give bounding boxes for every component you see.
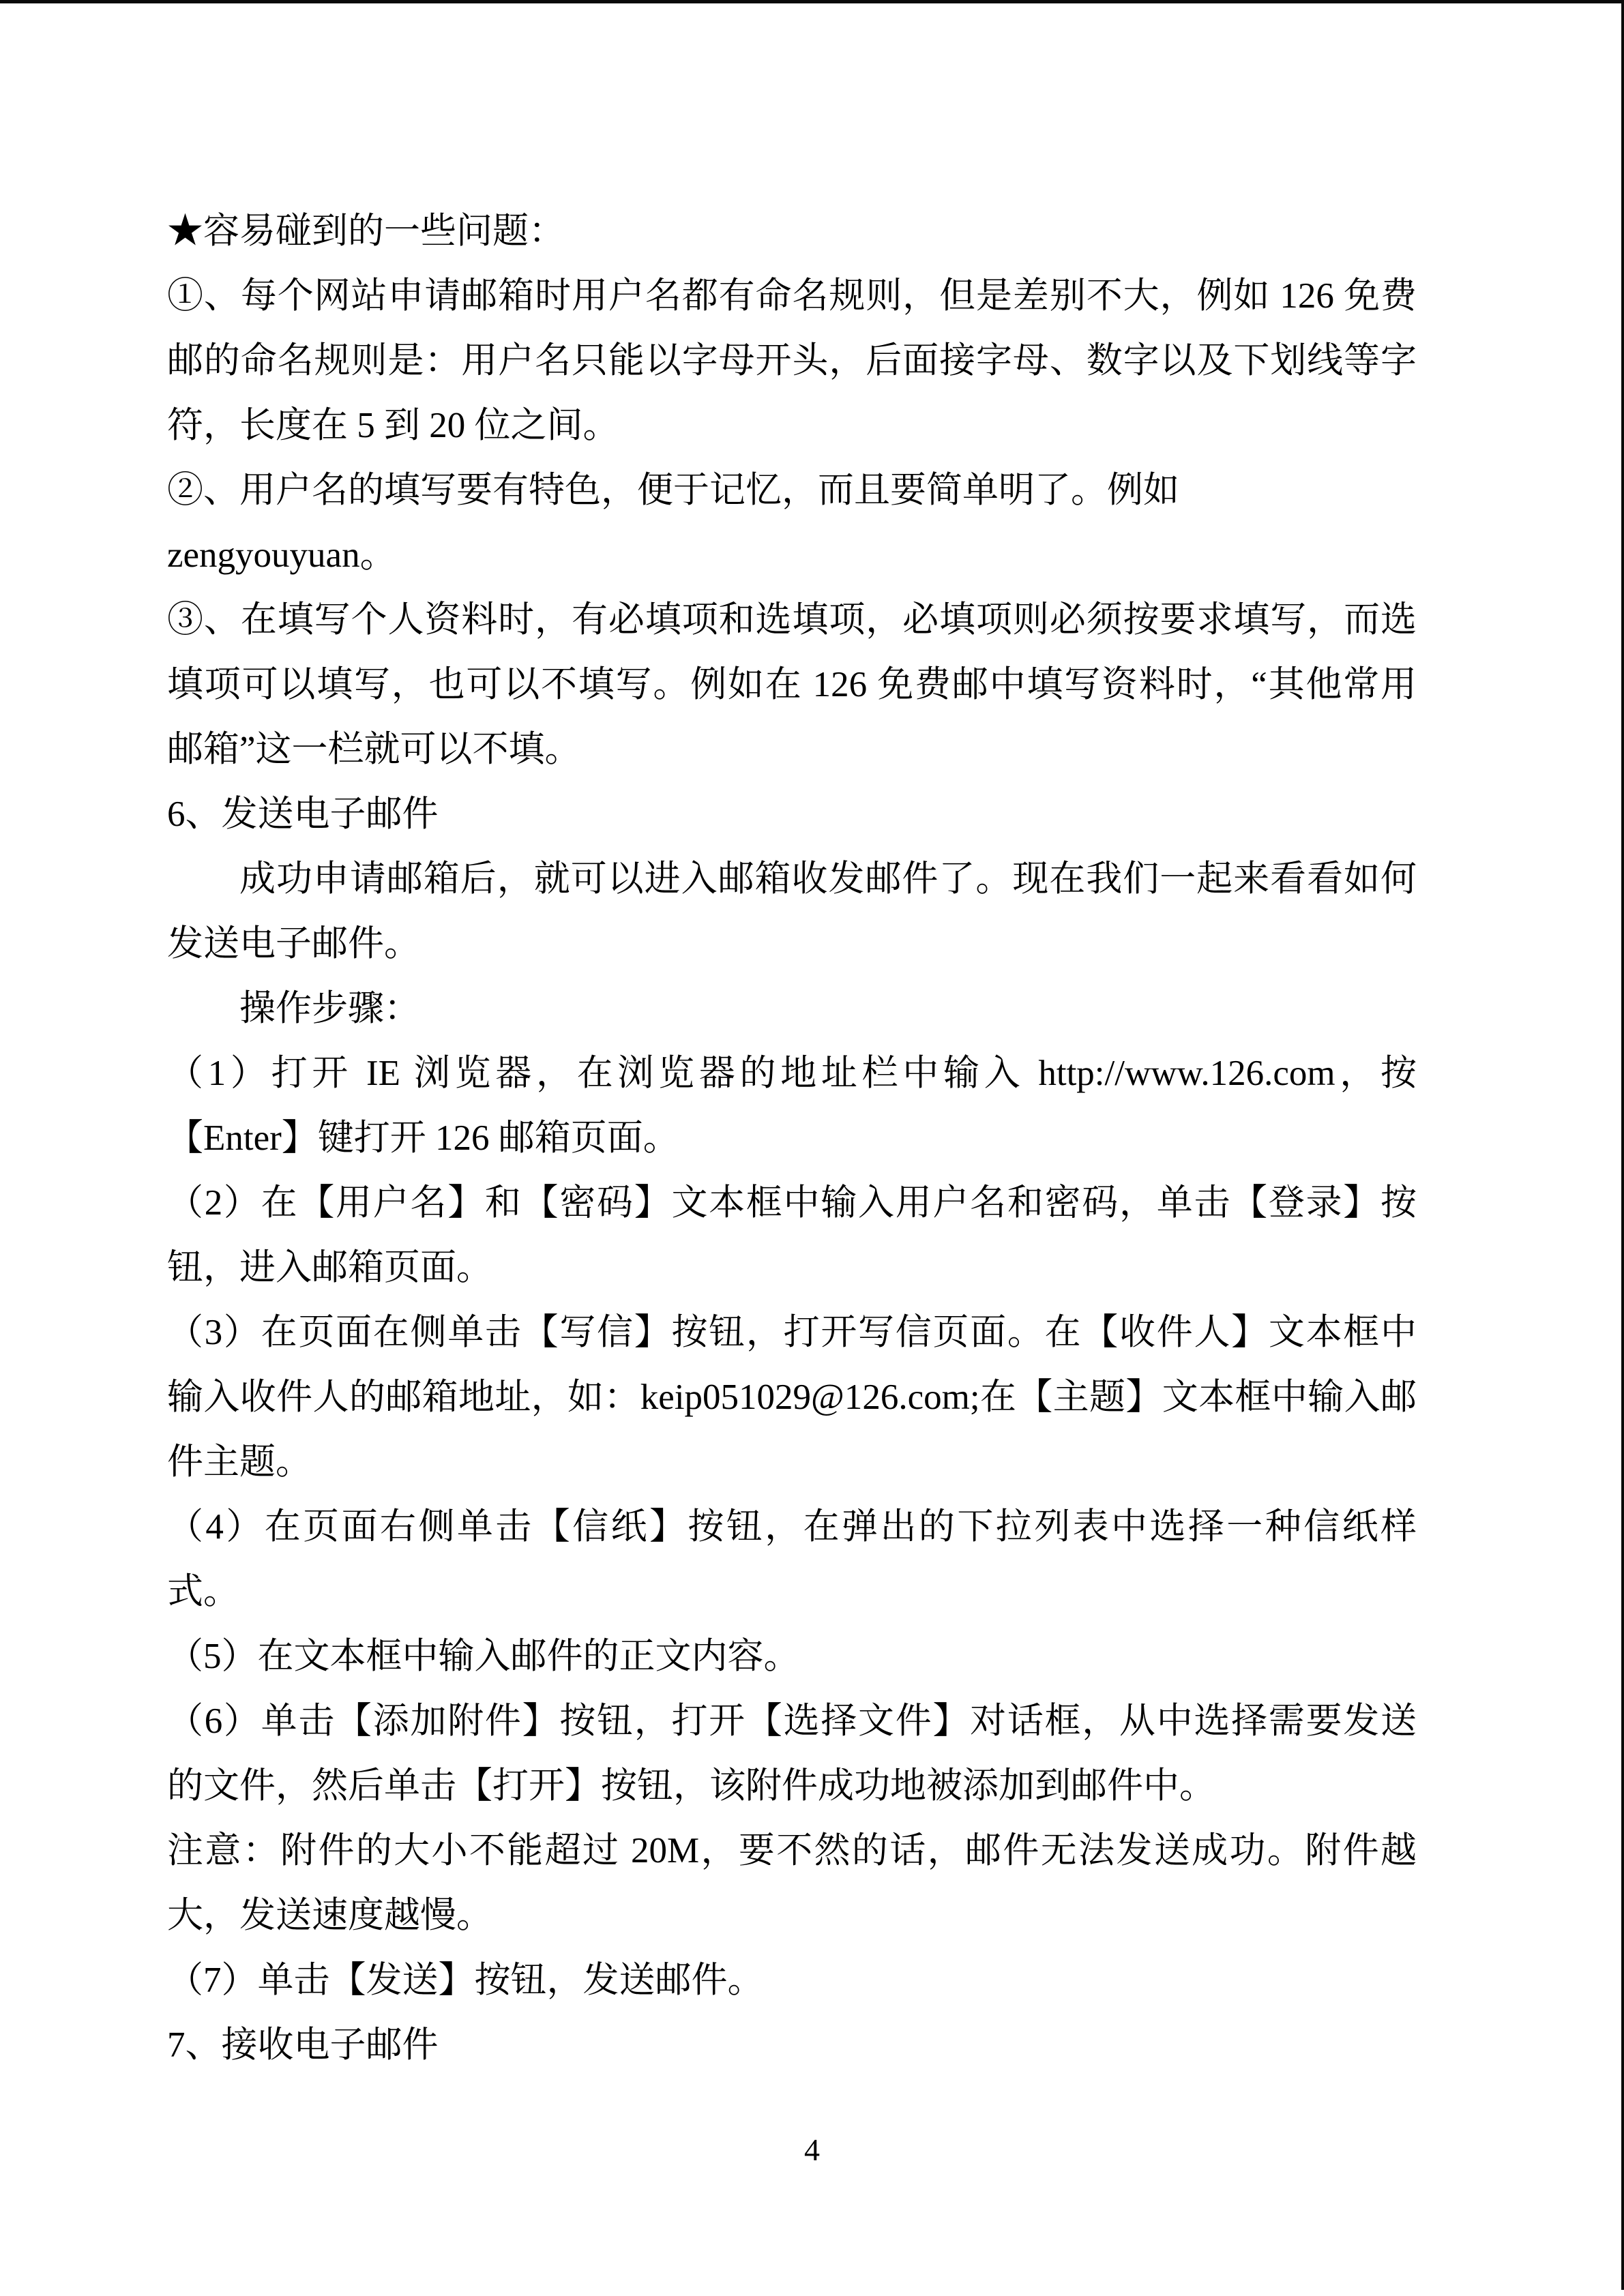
text-line: （4）在页面右侧单击【信纸】按钮，在弹出的下拉列表中选择一种信纸样 (167, 1507, 1417, 1547)
text-line: 6、发送电子邮件 (167, 794, 439, 834)
page-number: 4 (804, 2132, 820, 2167)
text-line: 操作步骤： (239, 989, 420, 1028)
document-body (167, 199, 1417, 2078)
page-border-right (1621, 0, 1624, 2290)
text-line: （7）单击【发送】按钮，发送邮件。 (167, 1960, 764, 2000)
text-line: ②、用户名的填写要有特色，便于记忆，而且要简单明了。例如 (167, 471, 1179, 510)
text-line: ③、在填写个人资料时，有必填项和选填项，必填项则必须按要求填写，而选 (167, 600, 1417, 640)
page-border-top (0, 0, 1624, 3)
text-line: （1）打开 IE 浏览器，在浏览器的地址栏中输入 http://www.126.com，按 (167, 1054, 1417, 1093)
text-line: （5）在文本框中输入邮件的正文内容。 (167, 1637, 800, 1676)
text-line: 钮，进入邮箱页面。 (167, 1248, 492, 1287)
text-line: zengyouyuan。 (167, 535, 396, 575)
text-line: 填项可以填写，也可以不填写。例如在 126 免费邮中填写资料时，“其他常用 (167, 665, 1417, 704)
text-line: ①、每个网站申请邮箱时用户名都有命名规则，但是差别不大，例如 126 免费 (167, 276, 1417, 316)
text-line: 7、接收电子邮件 (167, 2025, 439, 2065)
text-line: 符，长度在 5 到 20 位之间。 (167, 406, 619, 445)
text-line: 的文件，然后单击【打开】按钮，该附件成功地被添加到邮件中。 (167, 1766, 1215, 1806)
text-line: （3）在页面在侧单击【写信】按钮，打开写信页面。在【收件人】文本框中 (167, 1313, 1417, 1352)
text-line: 邮的命名规则是：用户名只能以字母开头，后面接字母、数字以及下划线等字 (167, 341, 1417, 381)
text-line: 注意：附件的大小不能超过 20M，要不然的话，邮件无法发送成功。附件越 (167, 1831, 1417, 1870)
text-line: （6）单击【添加附件】按钮，打开【选择文件】对话框，从中选择需要发送 (167, 1701, 1417, 1741)
text-line: 件主题。 (167, 1442, 312, 1482)
text-line: 邮箱”这一栏就可以不填。 (167, 730, 581, 769)
text-line: 成功申请邮箱后，就可以进入邮箱收发邮件了。现在我们一起来看看如何 (239, 859, 1417, 899)
text-line: （2）在【用户名】和【密码】文本框中输入用户名和密码，单击【登录】按 (167, 1183, 1417, 1223)
text-line: 式。 (167, 1572, 239, 1611)
text-line: ★容易碰到的一些问题： (167, 211, 565, 251)
text-line: 输入收件人的邮箱地址，如：keip051029@126.com;在【主题】文本框中输入邮 (167, 1377, 1417, 1417)
text-line: 大，发送速度越慢。 (167, 1896, 492, 1935)
text-line: 发送电子邮件。 (167, 924, 420, 964)
text-line: 【Enter】键打开 126 邮箱页面。 (167, 1118, 679, 1158)
